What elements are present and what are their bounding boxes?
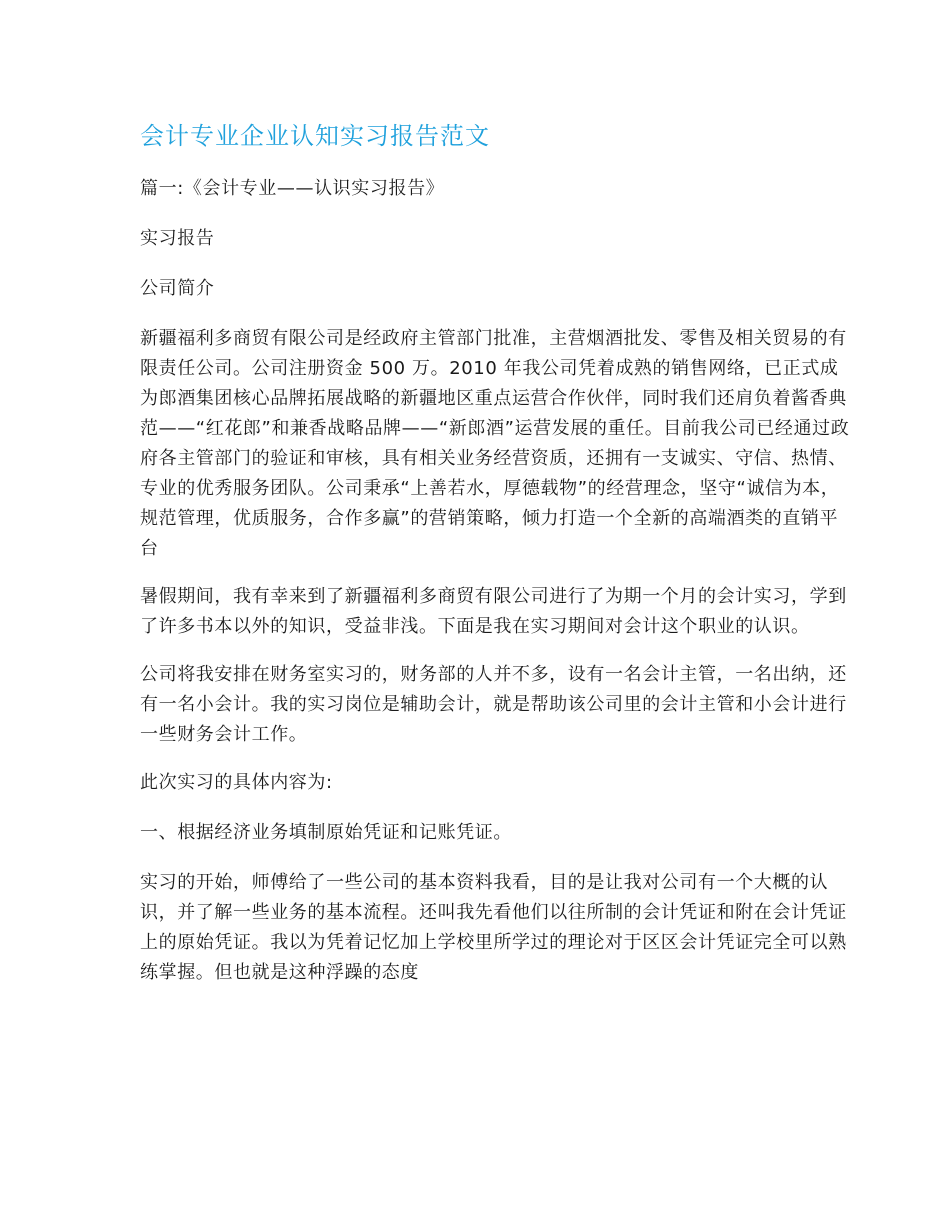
- section-heading-company-intro: 公司简介: [140, 278, 215, 299]
- report-label: 实习报告: [140, 228, 215, 249]
- document-title: 会计专业企业认知实习报告范文: [140, 122, 490, 150]
- paragraph-beginning: 实习的开始，师傅给了一些公司的基本资料我看，目的是让我对公司有一个大概的认识，并了解一些业务的基本流程。还叫我先看他们以往所制的会计凭证和附在会计凭证上的原始凭证。我以为凭着记忆加上学校里所学过的理论对于区区会计凭证完全可以熟练掌握。但也就是这种浮躁的态度: [140, 872, 847, 983]
- list-item-one: 一、根据经济业务填制原始凭证和记账凭证。: [140, 822, 512, 843]
- chapter-heading: 篇一:《会计专业——认识实习报告》: [140, 178, 445, 199]
- paragraph-content-lead: 此次实习的具体内容为:: [140, 772, 333, 793]
- paragraph-placement: 公司将我安排在财务室实习的，财务部的人并不多，设有一名会计主管，一名出纳，还有一名小会计。我的实习岗位是辅助会计，就是帮助该公司里的会计主管和小会计进行一些财务会计工作。: [140, 664, 847, 745]
- paragraph-internship-intro: 暑假期间，我有幸来到了新疆福利多商贸有限公司进行了为期一个月的会计实习，学到了许多书本以外的知识，受益非浅。下面是我在实习期间对会计这个职业的认识。: [140, 586, 847, 637]
- paragraph-company-intro: 新疆福利多商贸有限公司是经政府主管部门批准，主营烟酒批发、零售及相关贸易的有限责任公司。公司注册资金 500 万。2010 年我公司凭着成熟的销售网络，已正式成为郎酒集团核心品牌拓展战略的新疆地区重点运营合作伙伴，同时我们还肩负着酱香典范——“红花郎”和兼香战略品牌——“新郎酒”运营发展的重任。目前我公司已经通过政府各主管部门的验证和审核，具有相关业务经营资质，还拥有一支诚实、守信、热情、专业的优秀服务团队。公司秉承“上善若水，厚德载物”的经营理念，坚守“诚信为本，规范管理，优质服务，合作多赢”的营销策略，倾力打造一个全新的高端酒类的直销平台: [140, 328, 850, 559]
